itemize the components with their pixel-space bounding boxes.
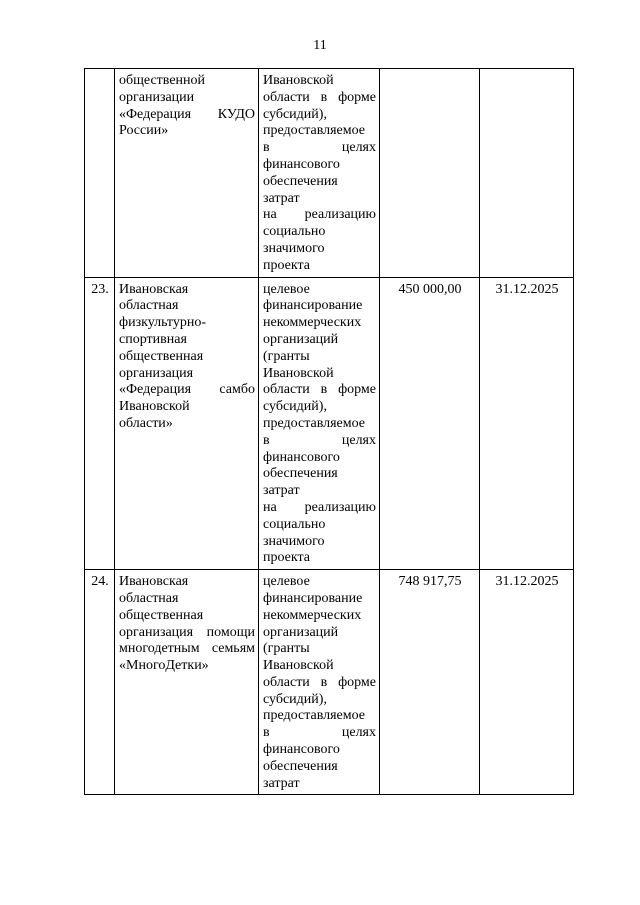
- support-type-line: в целях: [263, 432, 376, 448]
- row-number-cell: 24.: [85, 570, 115, 795]
- support-type-line: обеспечения: [263, 758, 338, 774]
- support-type-line: области в форме: [263, 89, 376, 105]
- deadline-cell: 31.12.2025: [480, 277, 574, 570]
- recipient-name-line: Ивановская: [119, 574, 189, 590]
- table-row: [85, 69, 574, 278]
- support-type-line: предоставляемое: [263, 415, 366, 431]
- support-type-line: социально: [263, 224, 326, 240]
- recipient-name-line: организация: [119, 365, 194, 381]
- recipient-name-line: организация помощи: [119, 624, 255, 640]
- recipient-name-line: области»: [119, 415, 173, 431]
- support-type-line: значимого: [263, 533, 325, 549]
- recipient-name-line: общественная: [119, 348, 204, 364]
- support-type-line: в целях: [263, 140, 376, 156]
- recipient-name-line: областная: [119, 298, 179, 314]
- subsidy-table: [84, 68, 574, 795]
- recipient-name-line: организации: [119, 89, 195, 105]
- support-type-line: субсидий),: [263, 691, 327, 707]
- recipient-name-line: общественной: [119, 73, 206, 88]
- support-type-line: затрат: [263, 483, 300, 499]
- recipient-name-line: Ивановская: [119, 281, 189, 297]
- support-type-cell: [259, 277, 380, 570]
- support-type-line: целевое: [263, 574, 310, 590]
- support-type-cell: [259, 69, 380, 278]
- support-type-line: в целях: [263, 725, 376, 741]
- support-type-line: (гранты: [263, 348, 310, 364]
- support-type-line: предоставляемое: [263, 123, 366, 139]
- table-row: [85, 570, 574, 795]
- support-type-line: обеспечения: [263, 173, 338, 189]
- support-type-line: Ивановской: [263, 658, 334, 674]
- amount-cell: 748 917,75: [380, 570, 480, 795]
- support-type-line: организаций: [263, 624, 339, 640]
- table-row: [85, 277, 574, 570]
- support-type-line: затрат: [263, 190, 300, 206]
- support-type-line: целевое: [263, 281, 310, 297]
- deadline-cell: [480, 69, 574, 278]
- support-type-line: проекта: [263, 257, 310, 273]
- support-type-line: организаций: [263, 331, 339, 347]
- support-type-line: (гранты: [263, 641, 310, 657]
- support-type-line: субсидий),: [263, 106, 327, 122]
- recipient-name-cell: [115, 570, 259, 795]
- recipient-name-line: России»: [119, 123, 169, 139]
- support-type-line: финансового: [263, 449, 340, 465]
- support-type-line: Ивановской: [263, 73, 334, 88]
- row-number-cell: 23.: [85, 277, 115, 570]
- table-body: [85, 69, 574, 795]
- support-type-cell: [259, 570, 380, 795]
- support-type-line: области в форме: [263, 382, 376, 398]
- amount-cell: [380, 69, 480, 278]
- recipient-name-line: «Федерация КУДО: [119, 106, 255, 122]
- support-type-line: финансового: [263, 742, 340, 758]
- recipient-name-line: Ивановской: [119, 399, 190, 415]
- recipient-name-line: областная: [119, 590, 179, 606]
- recipient-name-line: многодетным семьям: [119, 641, 255, 657]
- row-number-cell: [85, 69, 115, 278]
- support-type-line: социально: [263, 516, 326, 532]
- support-type-line: предоставляемое: [263, 708, 366, 724]
- support-type-line: субсидий),: [263, 399, 327, 415]
- recipient-name-cell: [115, 69, 259, 278]
- recipient-name-line: общественная: [119, 607, 204, 623]
- support-type-line: области в форме: [263, 674, 376, 690]
- amount-cell: 450 000,00: [380, 277, 480, 570]
- support-type-line: на реализацию: [263, 499, 376, 515]
- support-type-line: обеспечения: [263, 466, 338, 482]
- support-type-line: на реализацию: [263, 207, 376, 223]
- recipient-name-line: «МногоДетки»: [119, 658, 209, 674]
- recipient-name-cell: [115, 277, 259, 570]
- recipient-name-line: спортивная: [119, 331, 187, 347]
- support-type-line: финансирование: [263, 298, 363, 314]
- support-type-line: затрат: [263, 775, 300, 791]
- support-type-line: значимого: [263, 240, 325, 256]
- recipient-name-line: физкультурно-: [119, 315, 207, 331]
- recipient-name-line: «Федерация самбо: [119, 382, 255, 398]
- support-type-line: проекта: [263, 550, 310, 566]
- support-type-line: некоммерческих: [263, 315, 362, 331]
- support-type-line: финансирование: [263, 590, 363, 606]
- support-type-line: финансового: [263, 156, 340, 172]
- support-type-line: Ивановской: [263, 365, 334, 381]
- support-type-line: некоммерческих: [263, 607, 362, 623]
- deadline-cell: 31.12.2025: [480, 570, 574, 795]
- page-number: 11: [313, 38, 327, 53]
